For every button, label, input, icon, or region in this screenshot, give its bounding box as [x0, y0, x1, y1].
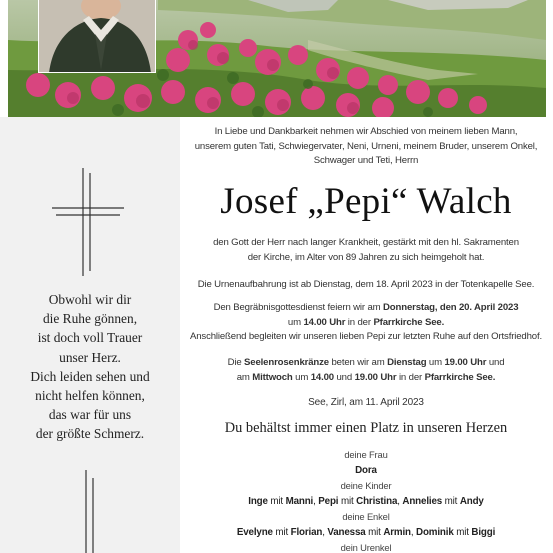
intro-line: Schwager und Teti, Herrn: [313, 155, 419, 166]
notice-bold: Seelenrosenkränze: [244, 357, 329, 368]
notice-text: und: [486, 357, 505, 368]
notice-text: am: [236, 371, 253, 383]
notice-bold: 19.00 Uhr: [444, 357, 487, 368]
family-member: Inge: [248, 495, 268, 507]
notice-text: in der: [396, 371, 425, 383]
cross-stem-icon: [80, 470, 100, 553]
family-member: Annelies: [402, 495, 443, 507]
notice-line: der Kirche, im Alter von 89 Jahren zu sich heimgeholt hat.: [247, 251, 485, 263]
notice-line: [186, 356, 546, 371]
family-member: Vanessa: [327, 526, 366, 538]
intro-line: unserem guten Tati, Schwiegervater, Neni, Urneni, meinem Bruder, unserem Onkel,: [194, 140, 538, 152]
family-connector: mit: [442, 495, 460, 507]
notice-text: um: [292, 371, 311, 383]
notice-bold: 14.00: [310, 371, 334, 383]
family-member: Manni: [285, 495, 314, 507]
family-connector: mit: [453, 526, 472, 538]
family-list: [186, 447, 546, 553]
family-label: deine Enkel: [342, 511, 390, 522]
poem-line: das war für uns: [48, 407, 132, 423]
portrait-photo: [38, 0, 156, 73]
family-member: Florian: [290, 526, 323, 538]
family-member: Armin: [383, 526, 411, 538]
family-connector: mit: [267, 495, 286, 507]
deceased-name: Josef „Pepi“ Walch: [220, 181, 512, 222]
notice-line: Anschließend begleiten wir unseren lieben Pepi zur letzten Ruhe auf den Ortsfriedhof.: [189, 331, 543, 342]
family-connector: mit: [272, 526, 291, 538]
notice-text: um: [287, 316, 304, 328]
poem-line: unser Herz.: [59, 349, 121, 365]
notice-line: [186, 301, 546, 316]
family-member: Evelyne: [236, 526, 273, 538]
family-connector: ,: [397, 495, 403, 507]
funeral-service-notice: [186, 301, 546, 345]
motto: Du behältst immer einen Platz in unseren Herzen: [224, 420, 508, 436]
rosary-notice: [186, 356, 546, 385]
family-connector: mit: [338, 495, 357, 507]
family-names: [186, 494, 546, 510]
urn-viewing-notice: [186, 278, 546, 293]
notice-line: [186, 316, 546, 331]
notice-bold: Mittwoch: [252, 371, 293, 383]
service-time: 14.00 Uhr: [303, 316, 346, 328]
family-member: Christina: [356, 495, 398, 507]
poem-line: ist doch voll Trauer: [37, 330, 143, 346]
poem-line: nicht helfen können,: [35, 388, 145, 404]
family-label: deine Kinder: [340, 480, 392, 491]
notice-line: den Gott der Herr nach langer Krankheit, gestärkt mit den hl. Sakramenten: [213, 237, 519, 248]
notice-bold: Pfarrkirche See.: [424, 371, 496, 383]
family-label: deine Frau: [344, 449, 388, 460]
notice-text: Den Begräbnisgottesdienst feiern wir am: [213, 302, 384, 313]
notice-line: Die Urnenaufbahrung ist ab Dienstag, dem 18. April 2023 in der Totenkapelle See.: [197, 279, 535, 290]
service-location: Pfarrkirche See.: [373, 316, 445, 328]
family-connector: ,: [322, 526, 328, 538]
intro-line: In Liebe und Dankbarkeit nehmen wir Abschied von meinem lieben Mann,: [214, 126, 518, 137]
notice-text: in der: [345, 316, 374, 328]
service-date: Donnerstag, den 20. April 2023: [383, 302, 519, 313]
poem-line: der größte Schmerz.: [35, 426, 145, 442]
poem-line: Obwohl wir dir: [48, 292, 132, 307]
family-member: Dominik: [416, 526, 454, 538]
family-member: Andy: [459, 495, 484, 507]
family-member: Dora: [355, 464, 377, 476]
family-names: [186, 463, 546, 479]
notice-bold: Dienstag: [387, 357, 427, 368]
family-connector: mit: [365, 526, 384, 538]
family-names: [186, 525, 546, 541]
notice-text: beten wir am: [328, 357, 388, 368]
notice-line: [186, 371, 546, 386]
poem: [8, 290, 172, 444]
notice-bold: 19.00 Uhr: [354, 371, 397, 383]
notice-text: und: [333, 371, 355, 383]
family-connector: ,: [313, 495, 319, 507]
poem-line: Dich leiden sehen und: [30, 368, 150, 384]
notice-text: Die: [227, 357, 245, 368]
cross-icon: [50, 168, 126, 276]
intro-text: [186, 125, 546, 169]
poem-line: die Ruhe gönnen,: [42, 311, 138, 327]
notice-text: um: [426, 357, 445, 368]
family-member: Biggi: [471, 526, 496, 538]
portrait-illustration: [39, 0, 156, 73]
family-connector: ,: [410, 526, 417, 538]
family-member: Pepi: [318, 495, 339, 507]
passing-notice: [186, 236, 546, 265]
family-label: dein Urenkel: [340, 542, 392, 553]
place-date: See, Zirl, am 11. April 2023: [308, 397, 424, 408]
